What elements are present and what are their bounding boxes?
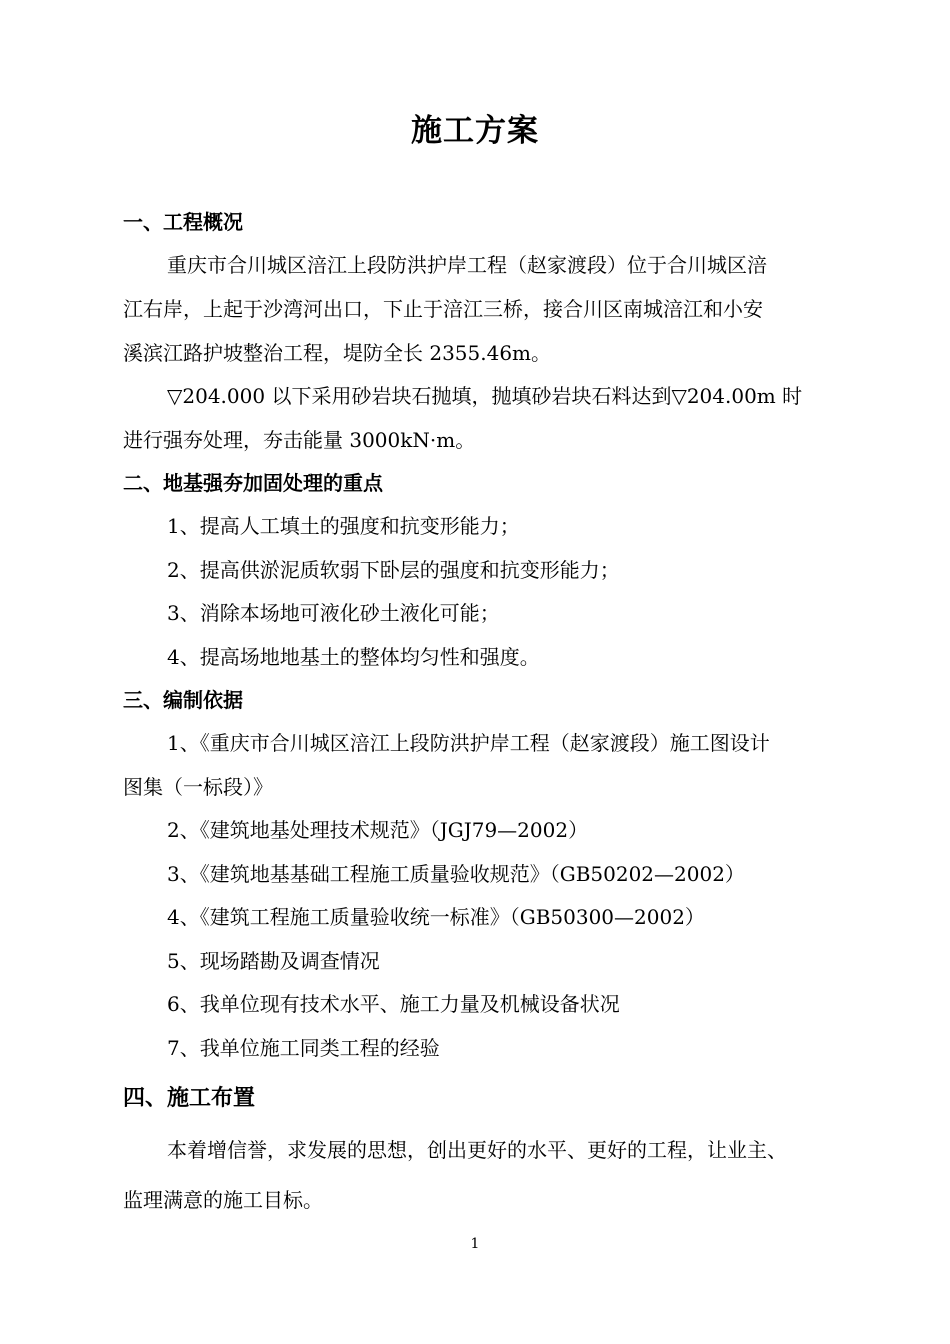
list-item: 1、提高人工填土的强度和抗变形能力； <box>167 514 520 538</box>
list-item: 6、我单位现有技术水平、施工力量及机械设备状况 <box>167 992 620 1016</box>
paragraph-line: 江右岸，上起于沙湾河出口，下止于涪江三桥，接合川区南城涪江和小安 <box>123 297 763 321</box>
paragraph-line: 进行强夯处理，夯击能量 3000kN·m。 <box>123 428 476 452</box>
list-item: 3、《建筑地基基础工程施工质量验收规范》（GB50202—2002） <box>167 862 745 886</box>
list-item: 7、我单位施工同类工程的经验 <box>167 1036 440 1060</box>
section-heading-basis: 三、编制依据 <box>123 688 243 712</box>
list-item-continuation: 图集（一标段）》 <box>123 775 273 799</box>
paragraph-line: ▽204.000 以下采用砂岩块石抛填，抛填砂岩块石料达到▽204.00m 时 <box>167 384 803 408</box>
paragraph-line: 本着增信誉，求发展的思想，创出更好的水平、更好的工程，让业主、 <box>167 1138 787 1162</box>
list-item: 3、消除本场地可液化砂土液化可能； <box>167 601 500 625</box>
list-item: 4、提高场地地基土的整体均匀性和强度。 <box>167 645 540 669</box>
list-item: 4、《建筑工程施工质量验收统一标准》（GB50300—2002） <box>167 905 705 929</box>
page-number: 1 <box>470 1236 480 1252</box>
list-item: 2、提高供淤泥质软弱下卧层的强度和抗变形能力； <box>167 558 620 582</box>
list-item: 2、《建筑地基处理技术规范》（JGJ79—2002） <box>167 818 589 842</box>
list-item: 1、《重庆市合川城区涪江上段防洪护岸工程（赵家渡段）施工图设计 <box>167 731 770 755</box>
section-heading-key-points: 二、地基强夯加固处理的重点 <box>123 471 383 495</box>
document-title: 施工方案 <box>411 113 539 149</box>
paragraph-line: 溪滨江路护坡整治工程，堤防全长 2355.46m。 <box>123 341 552 365</box>
section-heading-overview: 一、工程概况 <box>123 210 243 234</box>
section-heading-layout: 四、施工布置 <box>123 1086 256 1111</box>
paragraph-line: 重庆市合川城区涪江上段防洪护岸工程（赵家渡段）位于合川城区涪 <box>167 253 767 277</box>
list-item: 5、现场踏勘及调查情况 <box>167 949 380 973</box>
paragraph-line: 监理满意的施工目标。 <box>123 1188 323 1212</box>
